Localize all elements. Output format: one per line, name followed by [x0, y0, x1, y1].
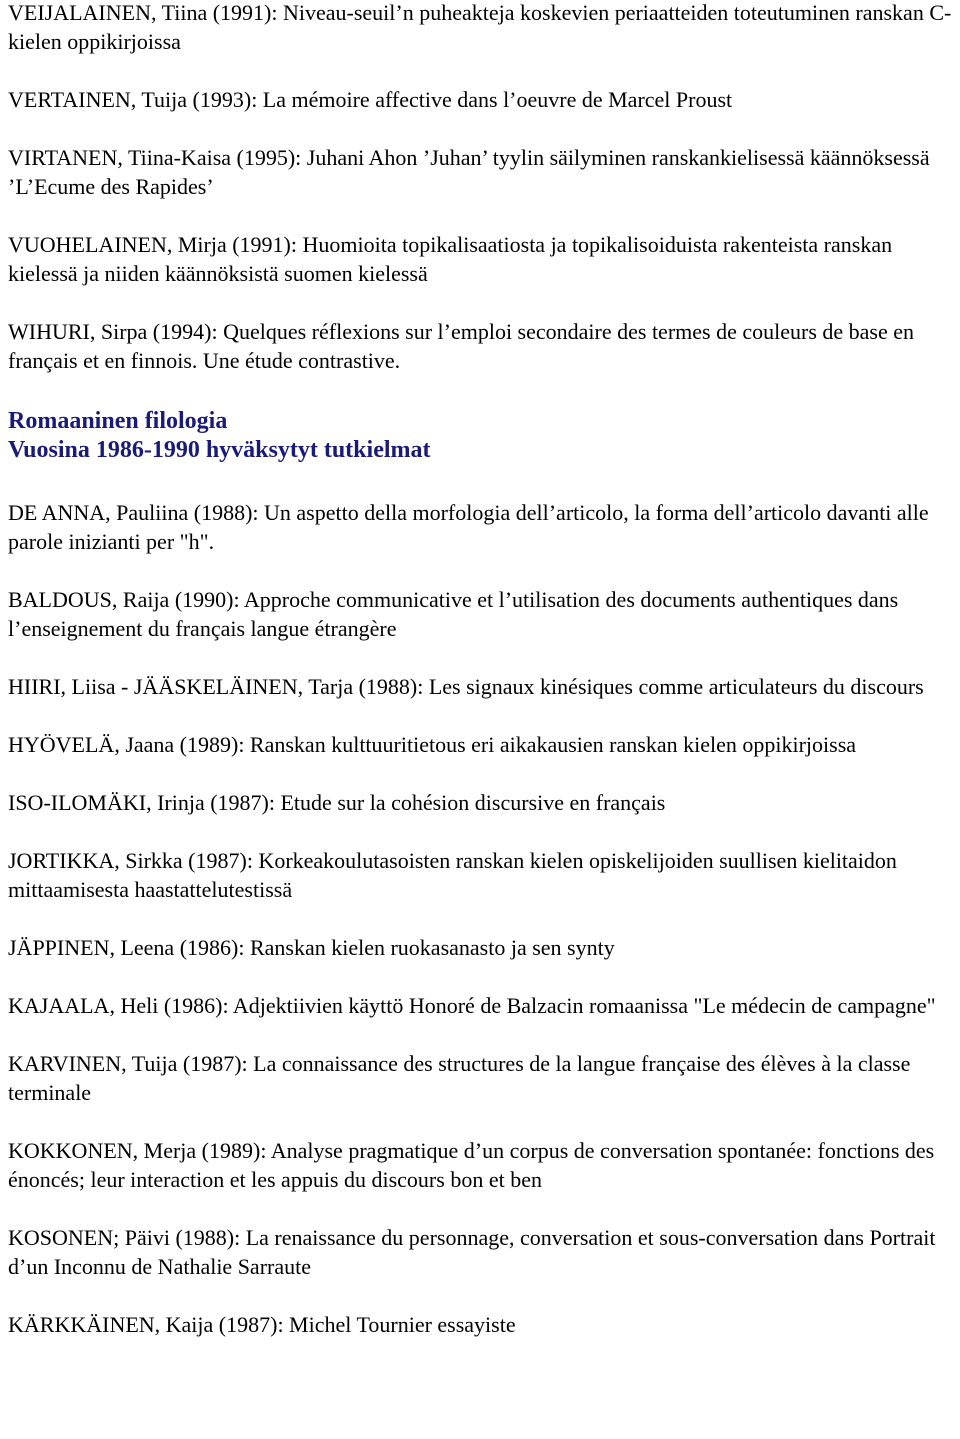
- section-heading: [8, 407, 960, 465]
- thesis-entry: HYÖVELÄ, Jaana (1989): Ranskan kulttuuritietous eri aikakausien ranskan kielen oppikirjoissa: [8, 732, 857, 757]
- thesis-entry: KAJAALA, Heli (1986): Adjektiivien käyttö Honoré de Balzacin romaanissa "Le médecin de campagne": [8, 993, 936, 1018]
- thesis-entry: DE ANNA, Pauliina (1988): Un aspetto della morfologia dell’articolo, la forma dell’articolo davanti alle parole inizianti per "h".: [8, 500, 929, 554]
- thesis-entry: KÄRKKÄINEN, Kaija (1987): Michel Tournier essayiste: [8, 1312, 516, 1337]
- thesis-entry: BALDOUS, Raija (1990): Approche communicative et l’utilisation des documents authentiques dans l’enseignement du français langue étrangère: [8, 587, 899, 641]
- thesis-entry: VIRTANEN, Tiina-Kaisa (1995): Juhani Ahon ’Juhan’ tyylin säilyminen ranskankielisessä käännöksessä ’L’Ecume des Rapides’: [8, 145, 930, 199]
- thesis-entry: WIHURI, Sirpa (1994): Quelques réflexions sur l’emploi secondaire des termes de couleurs de base en français et en finnois. Une étude contrastive.: [8, 319, 914, 373]
- thesis-list-top: [8, 0, 960, 375]
- thesis-list-bottom: [8, 498, 960, 1339]
- thesis-entry: JÄPPINEN, Leena (1986): Ranskan kielen ruokasanasto ja sen synty: [8, 935, 615, 960]
- thesis-entry: KOSONEN; Päivi (1988): La renaissance du personnage, conversation et sous-conversation dans Portrait d’un Inconnu de Nathalie Sarraute: [8, 1225, 936, 1279]
- thesis-entry: VEIJALAINEN, Tiina (1991): Niveau-seuil’n puheakteja koskevien periaatteiden toteutuminen ranskan C-kielen oppikirjoissa: [8, 0, 952, 54]
- thesis-entry: KARVINEN, Tuija (1987): La connaissance des structures de la langue française des élèves à la classe terminale: [8, 1051, 911, 1105]
- thesis-entry: KOKKONEN, Merja (1989): Analyse pragmatique d’un corpus de conversation spontanée: fonctions des énoncés; leur interaction et les appuis du discours bon et ben: [8, 1138, 935, 1192]
- thesis-entry: VUOHELAINEN, Mirja (1991): Huomioita topikalisaatiosta ja topikalisoiduista rakenteista ranskan kielessä ja niiden käännöksistä suomen kielessä: [8, 232, 893, 286]
- section-title: Romaaninen filologia: [8, 408, 228, 434]
- thesis-entry: ISO-ILOMÄKI, Irinja (1987): Etude sur la cohésion discursive en français: [8, 790, 666, 815]
- thesis-entry: VERTAINEN, Tuija (1993): La mémoire affective dans l’oeuvre de Marcel Proust: [8, 87, 733, 112]
- thesis-entry: JORTIKKA, Sirkka (1987): Korkeakoulutasoisten ranskan kielen opiskelijoiden suullisen kielitaidon mittaamisesta haastattelutestissä: [8, 848, 897, 902]
- thesis-entry: HIIRI, Liisa - JÄÄSKELÄINEN, Tarja (1988): Les signaux kinésiques comme articulateurs du discours: [8, 674, 924, 699]
- section-subtitle: Vuosina 1986-1990 hyväksytyt tutkielmat: [8, 437, 431, 463]
